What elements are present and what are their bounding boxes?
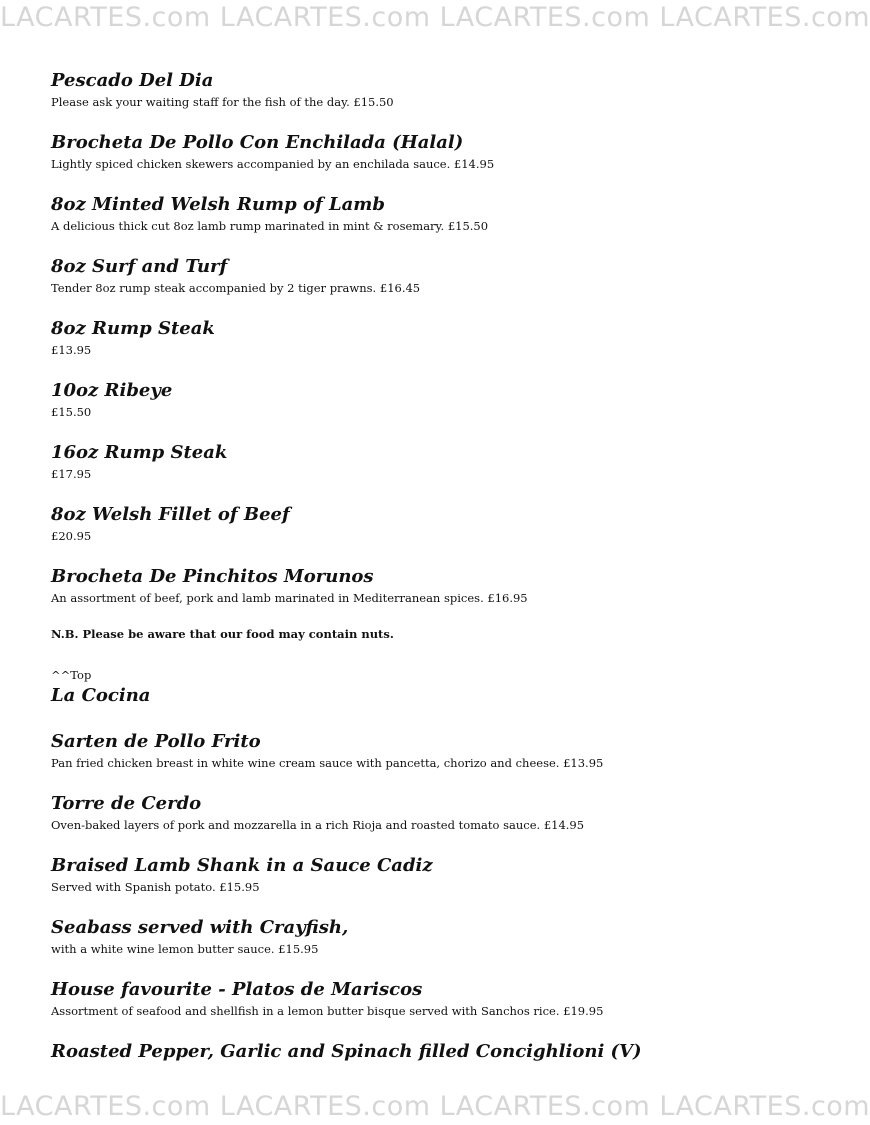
dish-title: House favourite - Platos de Mariscos [51,979,423,1000]
dish-title: 16oz Rump Steak [51,442,228,463]
dish-description: Oven-baked layers of pork and mozzarella in a rich Rioja and roasted tomato sauce. £14.95 [51,818,585,832]
menu-item [51,68,851,111]
dish-price: £15.50 [51,405,92,419]
dish-price: £20.95 [51,529,92,543]
allergy-note: N.B. Please be aware that our food may contain nuts. [51,627,394,641]
menu-item [51,729,851,772]
menu-item [51,254,851,297]
section-title: La Cocina [51,685,151,706]
menu-item [51,502,851,545]
menu-item [51,130,851,173]
menu-item [51,192,851,235]
dish-description: An assortment of beef, pork and lamb marinated in Mediterranean spices. £16.95 [51,591,528,605]
dish-description: Tender 8oz rump steak accompanied by 2 tiger prawns. £16.45 [51,281,421,295]
dish-price: £17.95 [51,467,92,481]
menu-item [51,316,851,359]
dish-description: Please ask your waiting staff for the fish of the day. £15.50 [51,95,394,109]
dish-description: Lightly spiced chicken skewers accompanied by an enchilada sauce. £14.95 [51,157,495,171]
dish-title: Torre de Cerdo [51,793,202,814]
watermark-bottom: LACARTES.com LACARTES.com LACARTES.com LACARTES.com [0,1091,870,1122]
dish-title: 8oz Minted Welsh Rump of Lamb [51,194,385,215]
dish-title: Brocheta De Pollo Con Enchilada (Halal) [51,132,464,153]
dish-description: Served with Spanish potato. £15.95 [51,880,260,894]
menu-item [51,977,851,1020]
menu-item [51,1039,851,1065]
menu-item [51,440,851,483]
menu-content [51,68,851,1084]
dish-title: Seabass served with Crayfish, [51,917,349,938]
dish-description: with a white wine lemon butter sauce. £15.95 [51,942,319,956]
dish-title: Braised Lamb Shank in a Sauce Cadiz [51,855,433,876]
menu-item [51,791,851,834]
dish-title: 10oz Ribeye [51,380,173,401]
dish-title: Roasted Pepper, Garlic and Spinach filled Concighlioni (V) [51,1041,642,1062]
dish-title: Sarten de Pollo Frito [51,731,261,752]
menu-item [51,378,851,421]
dish-description: Pan fried chicken breast in white wine cream sauce with pancetta, chorizo and cheese. £13.95 [51,756,604,770]
dish-price: £13.95 [51,343,92,357]
dish-title: 8oz Rump Steak [51,318,215,339]
menu-item [51,853,851,896]
dish-title: Pescado Del Dia [51,70,214,91]
watermark-top: LACARTES.com LACARTES.com LACARTES.com LACARTES.com [0,2,870,33]
back-to-top-link[interactable]: ^^Top [51,668,92,682]
dish-title: 8oz Welsh Fillet of Beef [51,504,290,525]
dish-title: Brocheta De Pinchitos Morunos [51,566,374,587]
menu-item [51,915,851,958]
dish-title: 8oz Surf and Turf [51,256,228,277]
menu-item [51,564,851,607]
dish-description: A delicious thick cut 8oz lamb rump marinated in mint & rosemary. £15.50 [51,219,489,233]
dish-description: Assortment of seafood and shellfish in a lemon butter bisque served with Sanchos rice. £19.95 [51,1004,604,1018]
